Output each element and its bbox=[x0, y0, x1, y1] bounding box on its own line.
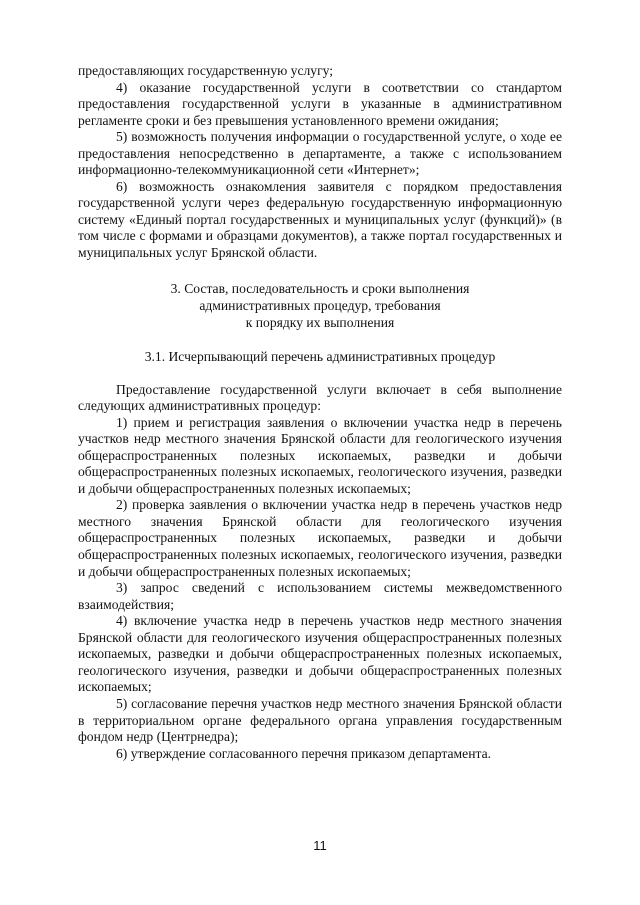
page-number: 11 bbox=[313, 838, 327, 853]
procedure-item-3: 3) запрос сведений с использованием системы межведомственного взаимодействия; bbox=[78, 580, 562, 612]
paragraph-item-4: 4) оказание государственной услуги в соответствии со стандартом предоставления государственной услуги в указанные в административном регламенте сроки и без превышения установленного времени ожидания; bbox=[78, 79, 562, 128]
section-heading bbox=[78, 280, 562, 331]
procedure-item-6: 6) утверждение согласованного перечня приказом департамента. bbox=[116, 745, 492, 761]
procedure-item-1: 1) прием и регистрация заявления о включении участка недр в перечень участков недр местного значения Брянской области для геологического изучения общераспространенных полезных ископаемых, разведки и добычи общераспространенных полезных ископаемых, геологического изучения, разведки и добычи общераспространенных полезных ископаемых; bbox=[78, 414, 562, 496]
section-heading-line-2: административных процедур, требования bbox=[199, 297, 441, 313]
section-heading-line-3: к порядку их выполнения bbox=[245, 314, 395, 330]
subsection-heading: 3.1. Исчерпывающий перечень административных процедур bbox=[144, 348, 496, 364]
paragraph-item-5: 5) возможность получения информации о государственной услуге, о ходе ее предоставления непосредственно в департаменте, а также с использованием информационно-телекоммуникационной сети «Интернет»; bbox=[78, 129, 562, 178]
paragraph-continuation: предоставляющих государственную услугу; bbox=[78, 63, 334, 78]
procedure-item-2: 2) проверка заявления о включении участка недр в перечень участков недр местного значения Брянской области для геологического изучения общераспространенных полезных ископаемых, разведки и добычи общераспространенных полезных ископаемых, геологического изучения, разведки и добычи общераспространенных полезных ископаемых; bbox=[78, 497, 562, 579]
paragraph-intro: Предоставление государственной услуги включает в себя выполнение следующих административных процедур: bbox=[78, 381, 562, 414]
procedure-item-4: 4) включение участка недр в перечень участков недр местного значения Брянской области для геологического изучения общераспространенных полезных ископаемых, разведки и добычи общераспространенных полезных ископаемых, геологического изучения, разведки и добычи общераспространенных полезных ископаемых; bbox=[78, 613, 562, 695]
section-heading-line-1: 3. Состав, последовательность и сроки выполнения bbox=[170, 280, 470, 296]
paragraph-item-6: 6) возможность ознакомления заявителя с порядком предоставления государственной услуги через федеральную государственную информационную систему «Единый портал государственных и муниципальных услуг (функций)» (в том числе с формами и образцами документов), а также портал государственных и муниципальных услуг Брянской области. bbox=[78, 178, 562, 261]
procedure-item-5: 5) согласование перечня участков недр местного значения Брянской области в территориальном органе федерального органа управления государственным фондом недр (Центрнедра); bbox=[78, 695, 562, 745]
